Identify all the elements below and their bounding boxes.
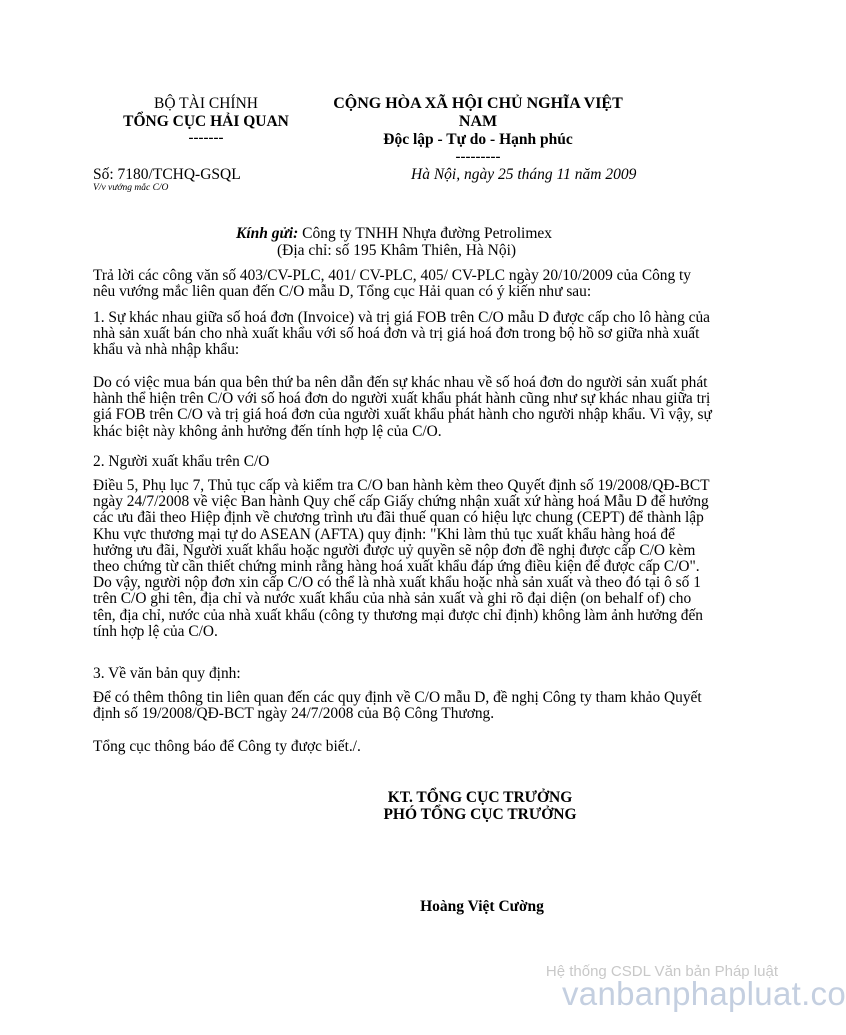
signature-title-2: PHÓ TỔNG CỤC TRƯỞNG xyxy=(383,806,577,823)
document-subject: V/v vướng mắc C/O xyxy=(93,183,169,193)
ministry-name: BỘ TÀI CHÍNH xyxy=(154,95,258,112)
motto-rule: --------- xyxy=(455,149,501,165)
item2-text: Điều 5, Phụ lục 7, Thủ tục cấp và kiểm tra C/O ban hành kèm theo Quyết định số 19/2008/QĐ-BCT ngày 24/7/2008 về việc Ban hành Quy chế cấp Giấy chứng nhận xuất xứ hàng hoá Mẫu D để hưởng các ưu đãi theo Hiệp định về chương trình ưu đãi thuế quan có hiệu lực chung (CEPT) để thành lập Khu vực thương mại tự do ASEAN (AFTA) quy định: "Khi làm thủ tục xuất khẩu hàng hoá để hưởng ưu đãi, Người xuất khẩu hoặc người được uỷ quyền sẽ nộp đơn đề nghị được cấp C/O kèm theo chứng từ cần thiết chứng minh rằng hàng hoá xuất khẩu đáp ứng điều kiện để được cấp C/O". Do vậy, người nộp đơn xin cấp C/O có thể là nhà xuất khẩu hoặc nhà sản xuất và theo đó tại ô số 1 trên C/O ghi tên, địa chỉ và nước xuất khẩu của nhà sản xuất và ghi rõ đại diện (on behalf of) cho tên, địa chỉ, nước của nhà xuất khẩu (công ty thương mại được chỉ định) không làm ảnh hưởng đến tính hợp lệ của C/O. xyxy=(93,477,710,640)
watermark-site: vanbanphapluat.co xyxy=(562,975,846,1012)
national-motto: Độc lập - Tự do - Hạnh phúc xyxy=(383,131,573,148)
signature-title-1: KT. TỔNG CỤC TRƯỞNG xyxy=(387,789,573,806)
country-name: CỘNG HÒA XÃ HỘI CHỦ NGHĨA VIỆT NAM xyxy=(333,95,623,130)
department-name: TỔNG CỤC HẢI QUAN xyxy=(123,113,289,130)
watermark-caption: Hệ thống CSDL Văn bản Pháp luật xyxy=(545,963,778,980)
recipient-label: Kính gửi: xyxy=(236,225,299,242)
item3-text: Để có thêm thông tin liên quan đến các quy định về C/O mẫu D, đề nghị Công ty tham khảo Quyết định số 19/2008/QĐ-BCT ngày 24/7/2008 của Bộ Công Thương. xyxy=(93,689,702,723)
recipient-name: Công ty TNHH Nhựa đường Petrolimex xyxy=(302,225,553,242)
recipient-line xyxy=(236,225,552,242)
document-number: Số: 7180/TCHQ-GSQL xyxy=(93,166,241,183)
intro-paragraph: Trả lời các công văn số 403/CV-PLC, 401/ CV-PLC, 405/ CV-PLC ngày 20/10/2009 của Công ty nêu vướng mắc liên quan đến C/O mẫu D, Tổng cục Hải quan có ý kiến như sau: xyxy=(93,267,691,301)
recipient-address: (Địa chỉ: số 195 Khâm Thiên, Hà Nội) xyxy=(277,242,517,259)
place-date: Hà Nội, ngày 25 tháng 11 năm 2009 xyxy=(411,166,637,183)
item1-title: 1. Sự khác nhau giữa số hoá đơn (Invoice) và trị giá FOB trên C/O mẫu D được cấp cho lô hàng của nhà sản xuất bán cho nhà xuất khẩu với số hoá đơn và trị giá hoá đơn trong bộ hồ sơ giữa nhà xuất khẩu và nhà nhập khẩu: xyxy=(93,309,711,359)
item3-title: 3. Về văn bản quy định: xyxy=(93,665,241,682)
department-rule: ------- xyxy=(188,130,224,146)
closing-line: Tổng cục thông báo để Công ty được biết./. xyxy=(93,738,361,755)
signer-name: Hoàng Việt Cường xyxy=(420,898,544,915)
item2-title: 2. Người xuất khẩu trên C/O xyxy=(93,453,270,470)
item1-text: Do có việc mua bán qua bên thứ ba nên dẫn đến sự khác nhau về số hoá đơn do người sản xuất phát hành thể hiện trên C/O với số hoá đơn do người xuất khẩu phát hành cũng như sự khác nhau giữa trị giá FOB trên C/O và trị giá hoá đơn của người xuất khẩu phát hành cho người nhập khẩu. Vì vậy, sự khác biệt này không ảnh hưởng đến tính hợp lệ của C/O. xyxy=(93,374,712,440)
